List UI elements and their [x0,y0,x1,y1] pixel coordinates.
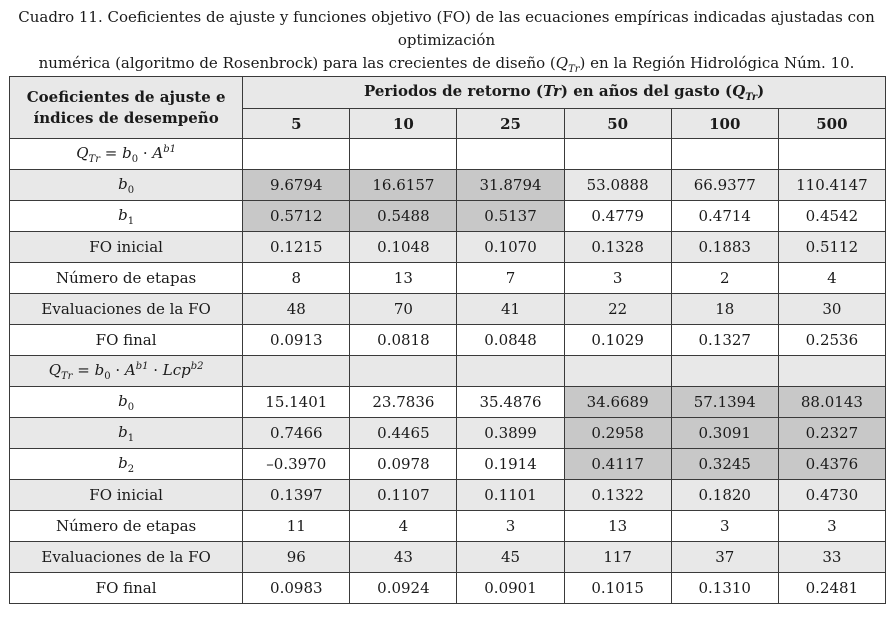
value-cell: 0.1101 [457,480,564,511]
eq-equals: = [72,360,95,379]
caption-text-end: ) en la Región Hidrológica Núm. 10. [579,54,855,72]
periods-header-text-mid: ) en años del gasto ( [560,82,733,100]
value-cell: 23.7836 [350,387,457,418]
period-header: 25 [457,109,564,139]
value-cell: 7 [457,263,564,294]
label-symbol: b [118,422,128,441]
eq-dot: · [110,360,125,379]
value-cell: 2 [671,263,778,294]
table-row [10,387,886,418]
value-cell: 0.1029 [564,325,671,356]
value-cell: 18 [671,294,778,325]
value-cell: 13 [350,263,457,294]
table-row [10,418,886,449]
value-cell: 13 [564,511,671,542]
eq-b-sub: 0 [131,153,139,165]
eq-lcp-sup: b2 [190,360,204,372]
value-cell: 22 [564,294,671,325]
table-row [10,263,886,294]
periods-header-text-end: ) [757,82,765,100]
empty-cell [350,139,457,170]
period-header: 500 [778,109,885,139]
table-row [10,201,886,232]
value-cell: 3 [564,263,671,294]
value-cell: 0.3899 [457,418,564,449]
empty-cell [457,356,564,387]
value-cell: 3 [671,511,778,542]
table-row [10,325,886,356]
table-row [10,449,886,480]
periods-header-text: Periodos de retorno ( [363,82,543,100]
eq-lcp: Lcp [162,360,191,379]
table-row [10,542,886,573]
value-cell: 0.2958 [564,418,671,449]
period-header: 50 [564,109,671,139]
value-cell: 0.2536 [778,325,885,356]
empty-cell [671,356,778,387]
eq-a-sup: b1 [135,360,149,372]
value-cell: 0.4714 [671,201,778,232]
value-cell: 0.3245 [671,449,778,480]
value-cell: 88.0143 [778,387,885,418]
value-cell: 0.4779 [564,201,671,232]
table-row [10,480,886,511]
value-cell: 11 [243,511,350,542]
equation-1-label [10,139,243,170]
value-cell: 8 [243,263,350,294]
value-cell: 0.5712 [243,201,350,232]
value-cell: 117 [564,542,671,573]
caption-text: numérica (algoritmo de Rosenbrock) para las crecientes de diseño ( [38,54,556,72]
value-cell: 33 [778,542,885,573]
label-symbol: b [118,391,128,410]
value-cell: 0.2327 [778,418,885,449]
equation-row [10,356,886,387]
eq-equals: = [100,143,123,162]
value-cell: 0.7466 [243,418,350,449]
eq-b-sub: 0 [104,370,111,382]
value-cell: 0.4730 [778,480,885,511]
eq-q-sub: Tr [88,153,100,165]
value-cell: 31.8794 [457,170,564,201]
row-header-line-1: Coeficientes de ajuste e [26,87,226,106]
value-cell: 0.1310 [671,573,778,604]
value-cell: 57.1394 [671,387,778,418]
value-cell: 0.1015 [564,573,671,604]
empty-cell [350,356,457,387]
row-label: FO inicial [10,480,243,511]
value-cell: 3 [778,511,885,542]
label-sub: 0 [127,401,135,413]
value-cell: 0.4542 [778,201,885,232]
label-symbol: b [118,174,128,193]
value-cell: 0.5137 [457,201,564,232]
caption-q-subscript: Tr [568,64,580,75]
value-cell: 70 [350,294,457,325]
coefficients-table [9,76,886,604]
value-cell: 0.4465 [350,418,457,449]
eq-b: b [122,143,132,162]
value-cell: 0.1215 [243,232,350,263]
value-cell: 0.1048 [350,232,457,263]
periods-header-tr: Tr [542,82,561,100]
equation-row [10,139,886,170]
row-label [10,170,243,201]
eq-a-sup: b1 [163,143,177,155]
label-sub: 2 [127,463,135,475]
table-caption [10,6,883,81]
value-cell: 45 [457,542,564,573]
value-cell: 30 [778,294,885,325]
value-cell: 66.9377 [671,170,778,201]
eq-q: Q [48,360,62,379]
value-cell: 4 [778,263,885,294]
table-row [10,170,886,201]
label-sub: 1 [127,215,135,227]
table-row [10,294,886,325]
row-header-cell [10,77,243,139]
period-header: 100 [671,109,778,139]
value-cell: 0.0978 [350,449,457,480]
value-cell: 0.5488 [350,201,457,232]
label-symbol: b [118,205,128,224]
value-cell: 0.5112 [778,232,885,263]
value-cell: 0.0818 [350,325,457,356]
row-label: Evaluaciones de la FO [10,542,243,573]
periods-header-q-sub: Tr [745,92,758,103]
value-cell: 3 [457,511,564,542]
label-sub: 0 [127,184,135,196]
value-cell: 53.0888 [564,170,671,201]
value-cell: 43 [350,542,457,573]
periods-header [243,77,886,109]
eq-dot-2: · [148,360,163,379]
empty-cell [564,356,671,387]
value-cell: 0.1397 [243,480,350,511]
value-cell: 0.0901 [457,573,564,604]
value-cell: 0.1914 [457,449,564,480]
row-label [10,201,243,232]
empty-cell [457,139,564,170]
value-cell: –0.3970 [243,449,350,480]
period-header: 10 [350,109,457,139]
value-cell: 41 [457,294,564,325]
value-cell: 0.4117 [564,449,671,480]
value-cell: 96 [243,542,350,573]
value-cell: 0.1322 [564,480,671,511]
row-label: Evaluaciones de la FO [10,294,243,325]
value-cell: 35.4876 [457,387,564,418]
equation-2-label [10,356,243,387]
table-row [10,232,886,263]
value-cell: 0.1107 [350,480,457,511]
value-cell: 110.4147 [778,170,885,201]
value-cell: 0.1820 [671,480,778,511]
empty-cell [564,139,671,170]
value-cell: 0.1327 [671,325,778,356]
row-label: FO inicial [10,232,243,263]
value-cell: 0.0913 [243,325,350,356]
period-header: 5 [243,109,350,139]
value-cell: 16.6157 [350,170,457,201]
row-label [10,387,243,418]
empty-cell [778,139,885,170]
empty-cell [778,356,885,387]
value-cell: 0.0848 [457,325,564,356]
caption-line-1: Cuadro 11. Coeficientes de ajuste y funciones objetivo (FO) de las ecuaciones empíricas indicadas ajustadas con optimización [18,8,875,49]
value-cell: 48 [243,294,350,325]
value-cell: 0.1070 [457,232,564,263]
value-cell: 0.1883 [671,232,778,263]
value-cell: 0.3091 [671,418,778,449]
table-row [10,511,886,542]
row-label: Número de etapas [10,263,243,294]
eq-a: A [152,143,164,162]
row-label: FO final [10,325,243,356]
eq-q: Q [76,143,89,162]
empty-cell [671,139,778,170]
value-cell: 0.0924 [350,573,457,604]
value-cell: 4 [350,511,457,542]
value-cell: 9.6794 [243,170,350,201]
value-cell: 0.1328 [564,232,671,263]
caption-q-symbol: Q [555,54,569,72]
row-label: FO final [10,573,243,604]
value-cell: 0.2481 [778,573,885,604]
eq-dot: · [138,143,153,162]
periods-header-q: Q [732,82,746,100]
eq-b: b [94,360,105,379]
eq-a: A [124,360,136,379]
row-label [10,449,243,480]
label-sub: 1 [127,432,135,444]
row-label [10,418,243,449]
row-label: Número de etapas [10,511,243,542]
eq-q-sub: Tr [61,370,73,382]
value-cell: 34.6689 [564,387,671,418]
empty-cell [243,139,350,170]
value-cell: 0.4376 [778,449,885,480]
value-cell: 37 [671,542,778,573]
label-symbol: b [118,453,128,472]
row-header-line-2: índices de desempeño [33,108,219,127]
value-cell: 0.0983 [243,573,350,604]
empty-cell [243,356,350,387]
table-row [10,573,886,604]
value-cell: 15.1401 [243,387,350,418]
